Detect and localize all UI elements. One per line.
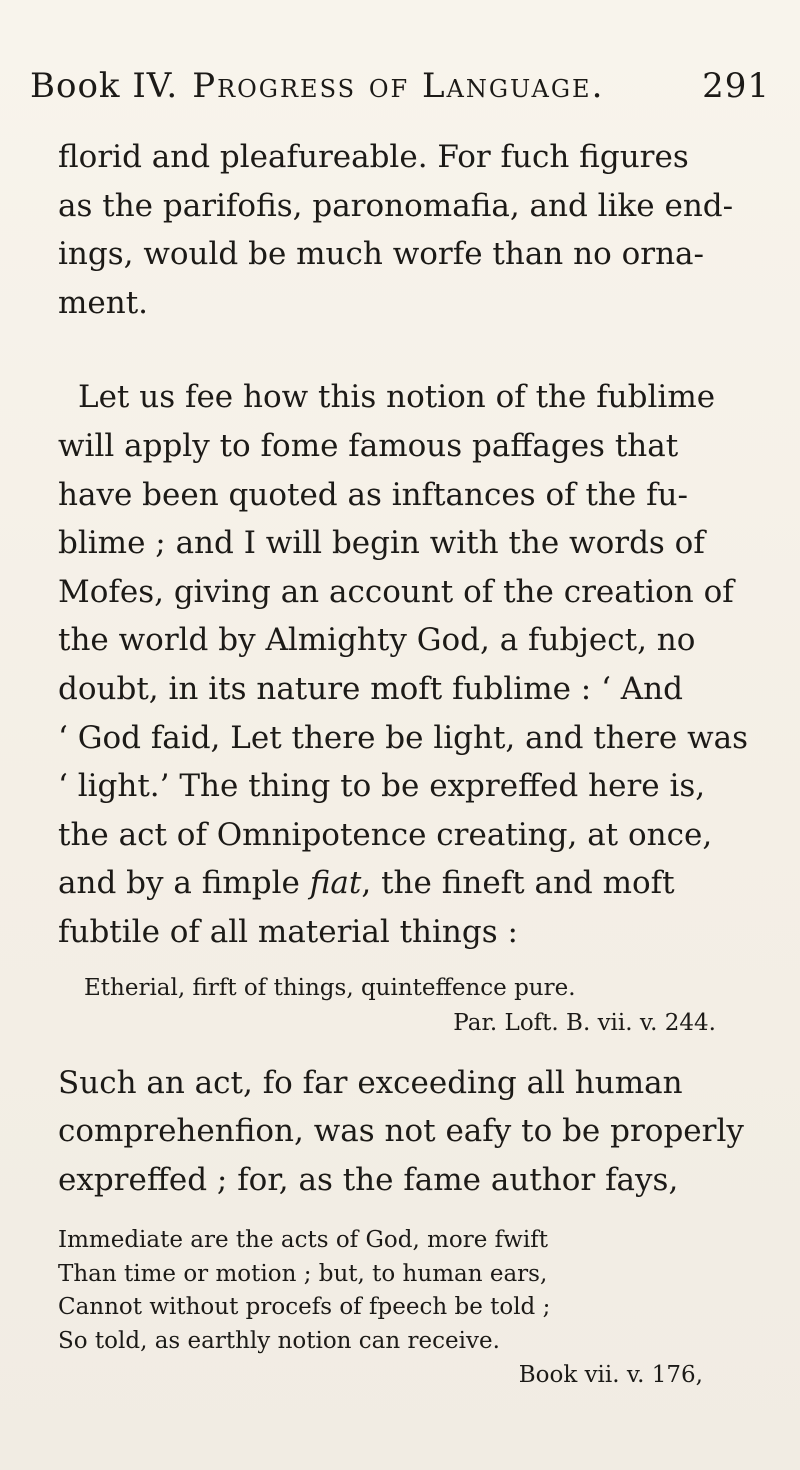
text-line: Let us fee how this notion of the fublime [78, 379, 716, 416]
text-segment: and by a fimple [58, 865, 310, 902]
verse-line: Than time or motion ; but, to human ears, [58, 1260, 548, 1287]
verse-line: Cannot without procefs of fpeech be told ; [58, 1294, 551, 1321]
text-line: comprehenfion, was not eafy to be properly [58, 1113, 744, 1150]
text-line: Such an act, fo far exceeding all human [58, 1064, 683, 1101]
text-line: the world by Almighty God, a fubject, no [58, 622, 696, 659]
text-line: blime ; and I will begin with the words of [58, 525, 705, 562]
text-line [58, 859, 758, 908]
running-title: Progress of Language. [192, 66, 605, 106]
text-line: the act of Omnipotence creating, at once, [58, 816, 713, 853]
paragraph-3 [58, 1059, 758, 1205]
verse-line: So told, as earthly notion can receive. [58, 1328, 500, 1355]
verse-line: Etherial, firft of things, quinteffence pure. [84, 974, 576, 1001]
verse-line: Immediate are the acts of God, more fwift [58, 1227, 548, 1254]
page-body [58, 133, 758, 1392]
running-header [30, 66, 770, 106]
text-line: as the parifofis, paronomafia, and like end- [58, 187, 734, 224]
text-line: ment. [58, 284, 149, 321]
italic-word: fiat [309, 865, 362, 902]
text-line: expreffed ; for, as the fame author fays, [58, 1161, 679, 1198]
citation: Book vii. v. 176, [518, 1361, 703, 1388]
quotation-1 [58, 971, 758, 1041]
text-line: have been quoted as inftances of the fu- [58, 476, 688, 513]
text-line: doubt, in its nature moft fublime : ‘ And [58, 670, 683, 707]
paragraph-1 [58, 133, 758, 327]
text-line: fubtile of all material things : [58, 913, 518, 950]
page-number: 291 [702, 66, 770, 106]
text-line: will apply to fome famous paffages that [58, 427, 679, 464]
text-line: Mofes, giving an account of the creation of [58, 573, 734, 610]
text-line: ‘ God faid, Let there be light, and there was [58, 719, 748, 756]
paragraph-2 [58, 373, 758, 956]
text-segment: , the fineft and moft [361, 865, 675, 902]
text-line: florid and pleafureable. For fuch figures [58, 139, 689, 175]
quotation-2 [58, 1224, 758, 1392]
text-line: ings, would be much worfe than no orna- [58, 236, 705, 273]
text-line: ‘ light.’ The thing to be expreffed here is, [58, 768, 706, 805]
book-number: Book IV. [30, 66, 179, 106]
citation: Par. Loft. B. vii. v. 244. [453, 1009, 716, 1036]
paragraph-gap [58, 327, 758, 373]
